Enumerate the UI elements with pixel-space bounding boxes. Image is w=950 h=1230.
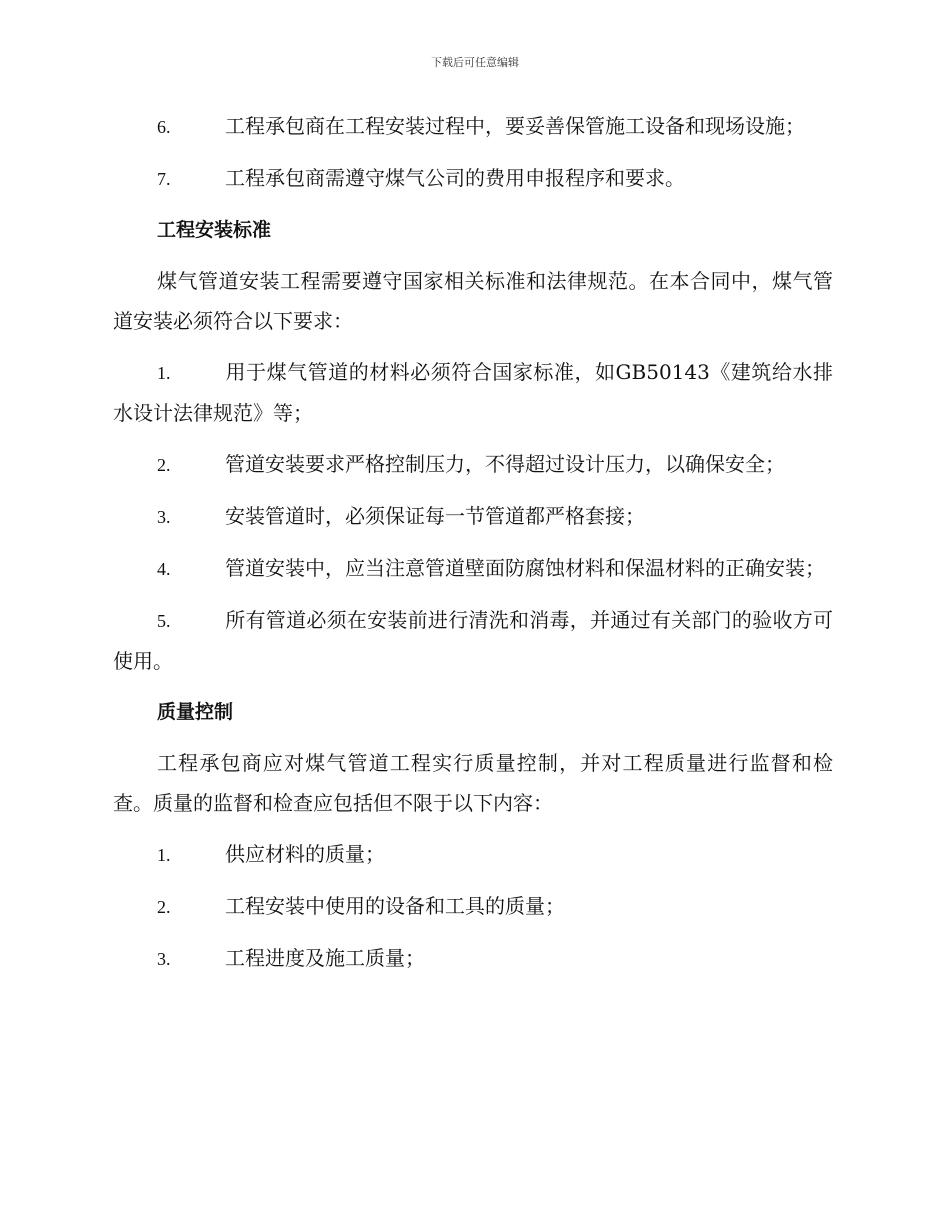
list-item bbox=[113, 600, 833, 681]
list-item-number: 1. bbox=[157, 363, 171, 383]
list-item-number: 2. bbox=[157, 897, 171, 917]
list-item-text: 工程安装中使用的设备和工具的质量； bbox=[225, 894, 565, 918]
list-item-number: 6. bbox=[157, 117, 171, 137]
paragraph: 工程承包商应对煤气管道工程实行质量控制，并对工程质量进行监督和检查。质量的监督和检查应包括但不限于以下内容： bbox=[113, 751, 833, 815]
list-item bbox=[113, 496, 833, 537]
list-item-text: 所有管道必须在安装前进行清洗和消毒，并通过有关部门的验收方可使用。 bbox=[113, 608, 833, 673]
list-item-text: 供应材料的质量； bbox=[225, 842, 385, 866]
list-item-text: 工程承包商需遵守煤气公司的费用申报程序和要求。 bbox=[225, 166, 685, 190]
list-item bbox=[113, 106, 833, 147]
list-item-text: 用于煤气管道的材料必须符合国家标准，如GB50143《建筑给水排水设计法律规范》等； bbox=[113, 360, 833, 425]
list-item-text: 工程进度及施工质量； bbox=[225, 946, 425, 970]
list-item-number: 5. bbox=[157, 611, 171, 631]
list-item bbox=[113, 444, 833, 485]
list-item-text: 工程承包商在工程安装过程中，要妥善保管施工设备和现场设施； bbox=[225, 114, 805, 138]
list-item bbox=[113, 938, 833, 979]
list-item-number: 7. bbox=[157, 169, 171, 189]
list-item-number: 4. bbox=[157, 559, 171, 579]
page-header-note: 下载后可任意编辑 bbox=[431, 56, 519, 69]
list-item-text: 安装管道时，必须保证每一节管道都严格套接； bbox=[225, 504, 645, 528]
list-item bbox=[113, 834, 833, 875]
list-item-text: 管道安装中，应当注意管道壁面防腐蚀材料和保温材料的正确安装； bbox=[225, 556, 825, 580]
list-item bbox=[113, 886, 833, 927]
list-item-number: 3. bbox=[157, 507, 171, 527]
list-item bbox=[113, 548, 833, 589]
list-item-text: 管道安装要求严格控制压力，不得超过设计压力，以确保安全； bbox=[225, 452, 785, 476]
section-heading-installation-standards: 工程安装标准 bbox=[157, 219, 272, 241]
list-item-number: 1. bbox=[157, 845, 171, 865]
document-body bbox=[113, 106, 833, 990]
list-item bbox=[113, 352, 833, 433]
list-item-number: 2. bbox=[157, 455, 171, 475]
paragraph: 煤气管道安装工程需要遵守国家相关标准和法律规范。在本合同中，煤气管道安装必须符合以下要求： bbox=[113, 269, 833, 333]
list-item bbox=[113, 158, 833, 199]
list-item-number: 3. bbox=[157, 949, 171, 969]
section-heading-quality-control: 质量控制 bbox=[157, 701, 234, 723]
